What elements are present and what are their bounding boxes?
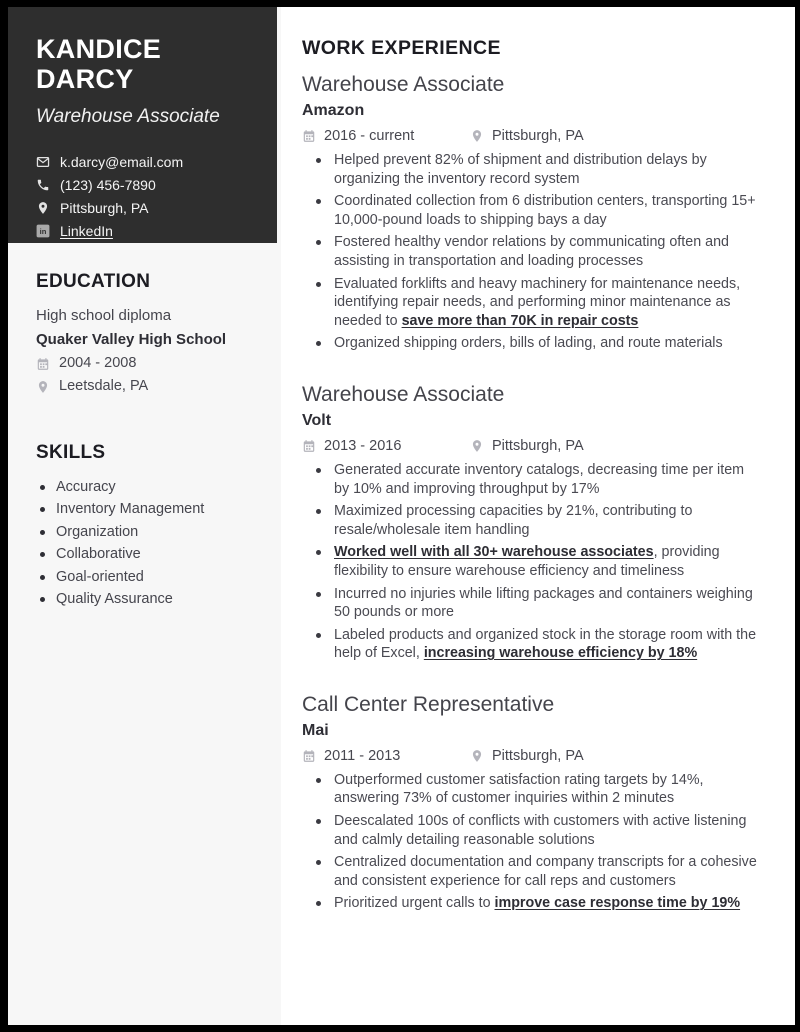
bullet-text: Coordinated collection from 6 distribution centers, transporting 15+ 10,000-pound loads to shipping bays a day <box>334 193 756 228</box>
job-location-text: Pittsburgh, PA <box>492 747 584 764</box>
job-bullets <box>302 771 761 913</box>
job-title: Warehouse Associate <box>302 73 505 96</box>
skill-item: Quality Assurance <box>36 588 259 610</box>
bullet-text: Deescalated 100s of conflicts with customers with active listening and calmly detailing reasonable solutions <box>334 813 747 848</box>
location-pin-icon <box>470 129 484 143</box>
calendar-icon <box>302 129 316 143</box>
bullet-text: Outperformed customer satisfaction rating targets by 14%, answering 73% of customer inquiries within 2 minutes <box>334 771 704 807</box>
skills-section <box>8 442 281 610</box>
linkedin-icon <box>36 224 50 238</box>
job-bullet <box>334 461 758 498</box>
calendar-icon <box>36 357 50 371</box>
skill-item: Organization <box>36 521 259 543</box>
job-dates <box>302 438 470 454</box>
bullet-text: Labeled products and organized stock in the storage room with the help of Excel, <box>334 626 757 662</box>
job-dates-text: 2016 - current <box>324 128 415 144</box>
bullet-text: Helped prevent 82% of shipment and distribution delays by organizing the inventory record system <box>334 152 707 187</box>
education-dates: 2004 - 2008 <box>59 355 137 371</box>
education-dates-row <box>36 352 259 375</box>
job-bullet <box>334 275 758 331</box>
bullet-text: Prioritized urgent calls to <box>334 895 495 912</box>
job-entry <box>302 71 761 353</box>
contact-item <box>36 155 257 169</box>
sidebar <box>8 7 281 1025</box>
job-bullets <box>302 151 761 353</box>
contact-item <box>36 201 257 215</box>
job-dates <box>302 748 470 764</box>
job-dates-text: 2011 - 2013 <box>324 747 401 764</box>
calendar-icon <box>302 439 316 453</box>
job-bullet <box>334 626 758 663</box>
education-location-row <box>36 375 259 398</box>
job-dates <box>302 128 470 144</box>
contact-item <box>36 224 257 238</box>
job-bullet <box>334 812 758 849</box>
header-box <box>8 7 277 243</box>
calendar-icon <box>302 749 316 763</box>
job-entry <box>302 691 761 913</box>
experience-section <box>281 7 795 1025</box>
bullet-text: Generated accurate inventory catalogs, decreasing time per item by 10% and improving throughput by 17% <box>334 461 745 497</box>
education-location: Leetsdale, PA <box>59 378 149 394</box>
skill-item: Collaborative <box>36 543 259 565</box>
bullet-text: Organized shipping orders, bills of lading, and route materials <box>334 335 723 352</box>
job-company: Amazon <box>302 102 365 119</box>
job-bullet <box>334 192 758 229</box>
education-school: Quaker Valley High School <box>36 331 227 348</box>
emphasized-metric-text: save more than 70K in repair costs <box>401 312 639 329</box>
bullet-text: Centralized documentation and company transcripts for a cohesive and consistent experience for call reps and customers <box>334 854 757 889</box>
job-location <box>470 748 584 764</box>
location-pin-icon <box>470 439 484 453</box>
skills-list <box>36 476 259 610</box>
svg-text:in: in <box>39 227 47 237</box>
resume-page <box>8 7 795 1025</box>
bullet-text: Fostered healthy vendor relations by communicating often and assisting in transportation and loading processes <box>334 234 729 269</box>
bullet-text: , providing flexibility to ensure warehouse efficiency and timeliness <box>334 544 720 579</box>
contact-list <box>36 155 257 238</box>
envelope-icon <box>36 155 50 169</box>
bullet-text: Evaluated forklifts and heavy machinery for maintenance needs, identifying repair needs, and performing minor maintenance as needed to <box>334 275 741 329</box>
person-title: Warehouse Associate <box>36 106 220 127</box>
job-company: Volt <box>302 411 332 429</box>
job-dates-text: 2013 - 2016 <box>324 437 402 454</box>
job-bullets <box>302 461 761 663</box>
skill-item: Inventory Management <box>36 498 259 520</box>
contact-text: Pittsburgh, PA <box>60 200 149 216</box>
emphasized-metric-text: Worked well with all 30+ warehouse associates <box>334 544 654 561</box>
job-location <box>470 128 584 144</box>
job-meta-row <box>302 128 761 144</box>
person-name: KANDICE DARCY <box>36 34 162 94</box>
contact-text: (123) 456-7890 <box>60 177 156 193</box>
job-bullet <box>334 543 758 580</box>
job-entry <box>302 381 761 663</box>
contact-item <box>36 178 257 192</box>
location-pin-icon <box>36 380 50 394</box>
experience-heading: WORK EXPERIENCE <box>302 37 501 59</box>
location-pin-icon <box>470 749 484 763</box>
job-meta-row <box>302 438 761 454</box>
job-location <box>470 438 584 454</box>
job-bullet <box>334 233 758 270</box>
job-bullet <box>334 771 758 808</box>
job-location-text: Pittsburgh, PA <box>492 437 584 454</box>
education-heading: EDUCATION <box>36 271 151 292</box>
emphasized-metric-text: improve case response time by 19% <box>494 895 741 912</box>
phone-icon <box>36 178 50 192</box>
job-meta-row <box>302 748 761 764</box>
skill-item: Accuracy <box>36 476 259 498</box>
contact-link[interactable]: LinkedIn <box>60 223 113 239</box>
job-title: Call Center Representative <box>302 692 555 716</box>
bullet-text: Incurred no injuries while lifting packages and containers weighing 50 pounds or more <box>334 585 753 621</box>
job-bullet <box>334 502 758 539</box>
skill-item: Goal-oriented <box>36 566 259 588</box>
job-bullet <box>334 151 758 188</box>
job-company: Mai <box>302 721 329 739</box>
job-bullet <box>334 585 758 622</box>
location-pin-icon <box>36 201 50 215</box>
skills-heading: SKILLS <box>36 442 106 463</box>
contact-text: k.darcy@email.com <box>60 154 184 170</box>
education-degree: High school diploma <box>36 307 172 324</box>
job-bullet <box>334 853 758 890</box>
job-title: Warehouse Associate <box>302 382 505 406</box>
job-bullet <box>334 334 758 353</box>
job-bullet <box>334 894 758 913</box>
jobs-list <box>302 71 761 913</box>
education-section <box>8 271 281 398</box>
emphasized-metric-text: increasing warehouse efficiency by 18% <box>423 645 698 662</box>
job-location-text: Pittsburgh, PA <box>492 128 584 144</box>
bullet-text: Maximized processing capacities by 21%, contributing to resale/wholesale item handling <box>334 503 693 538</box>
